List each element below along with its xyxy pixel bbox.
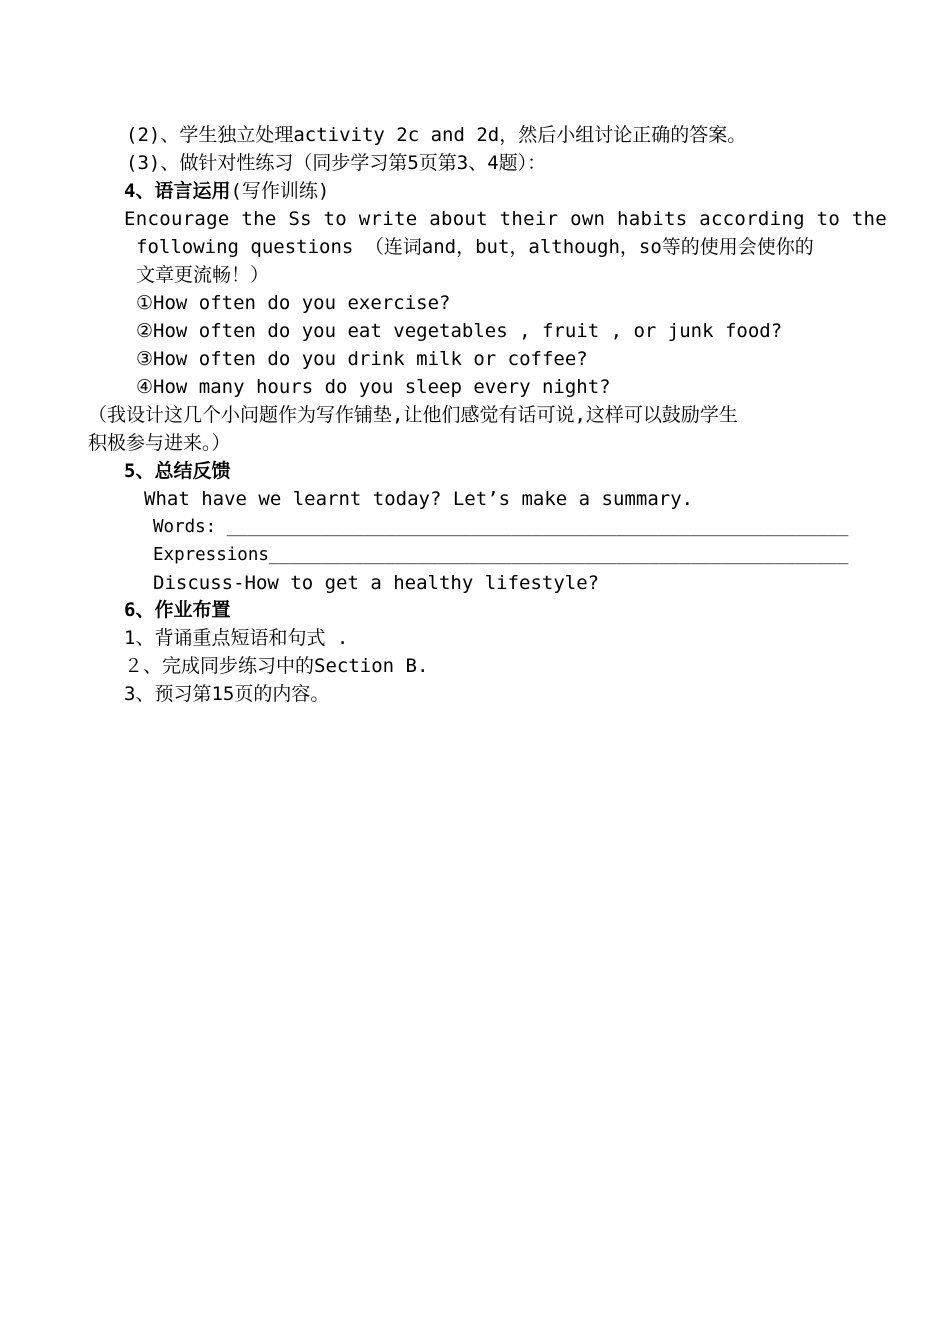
writing-task-line-2: following questions （连词and，but，although，so等的使用会使你的: [136, 236, 814, 258]
instruction-line-3: (3)、做针对性练习（同步学习第5页第3、4题）：: [126, 152, 547, 174]
homework-item-1: 1、背诵重点短语和句式 .: [124, 627, 349, 649]
section-4-subtitle: (写作训练): [230, 180, 330, 202]
section-4-title: 4、语言运用: [124, 180, 231, 202]
homework-item-3: 3、预习第15页的内容。: [124, 683, 330, 705]
words-blank: Words: ___________________________________________________________: [153, 517, 849, 537]
question-3: ③How often do you drink milk or coffee?: [136, 348, 588, 370]
question-4: ④How many hours do you sleep every night?: [136, 376, 611, 398]
section-5-heading: 5、总结反馈: [124, 460, 231, 482]
expressions-blank: Expressions_______________________________________________________: [153, 545, 849, 565]
section-6-heading: 6、作业布置: [124, 599, 231, 621]
discuss-line: Discuss-How to get a healthy lifestyle?: [153, 572, 600, 594]
design-note-line-1: （我设计这几个小问题作为写作铺垫,让他们感觉有话可说,这样可以鼓励学生: [88, 404, 738, 426]
summary-prompt: What have we learnt today? Let’s make a summary.: [144, 488, 694, 510]
homework-item-2: ２、完成同步练习中的Section B.: [124, 655, 429, 677]
design-note-line-2: 积极参与进来。）: [88, 432, 231, 454]
instruction-line-2: (2)、学生独立处理activity 2c and 2d，然后小组讨论正确的答案。: [126, 124, 747, 146]
question-2: ②How often do you eat vegetables , fruit , or junk food?: [136, 320, 783, 342]
section-4-heading: [124, 179, 329, 203]
writing-task-line-1: Encourage the Ss to write about their own habits according to the: [124, 208, 888, 230]
writing-task-line-3: 文章更流畅！）: [136, 264, 270, 286]
question-1: ①How often do you exercise?: [136, 292, 451, 314]
